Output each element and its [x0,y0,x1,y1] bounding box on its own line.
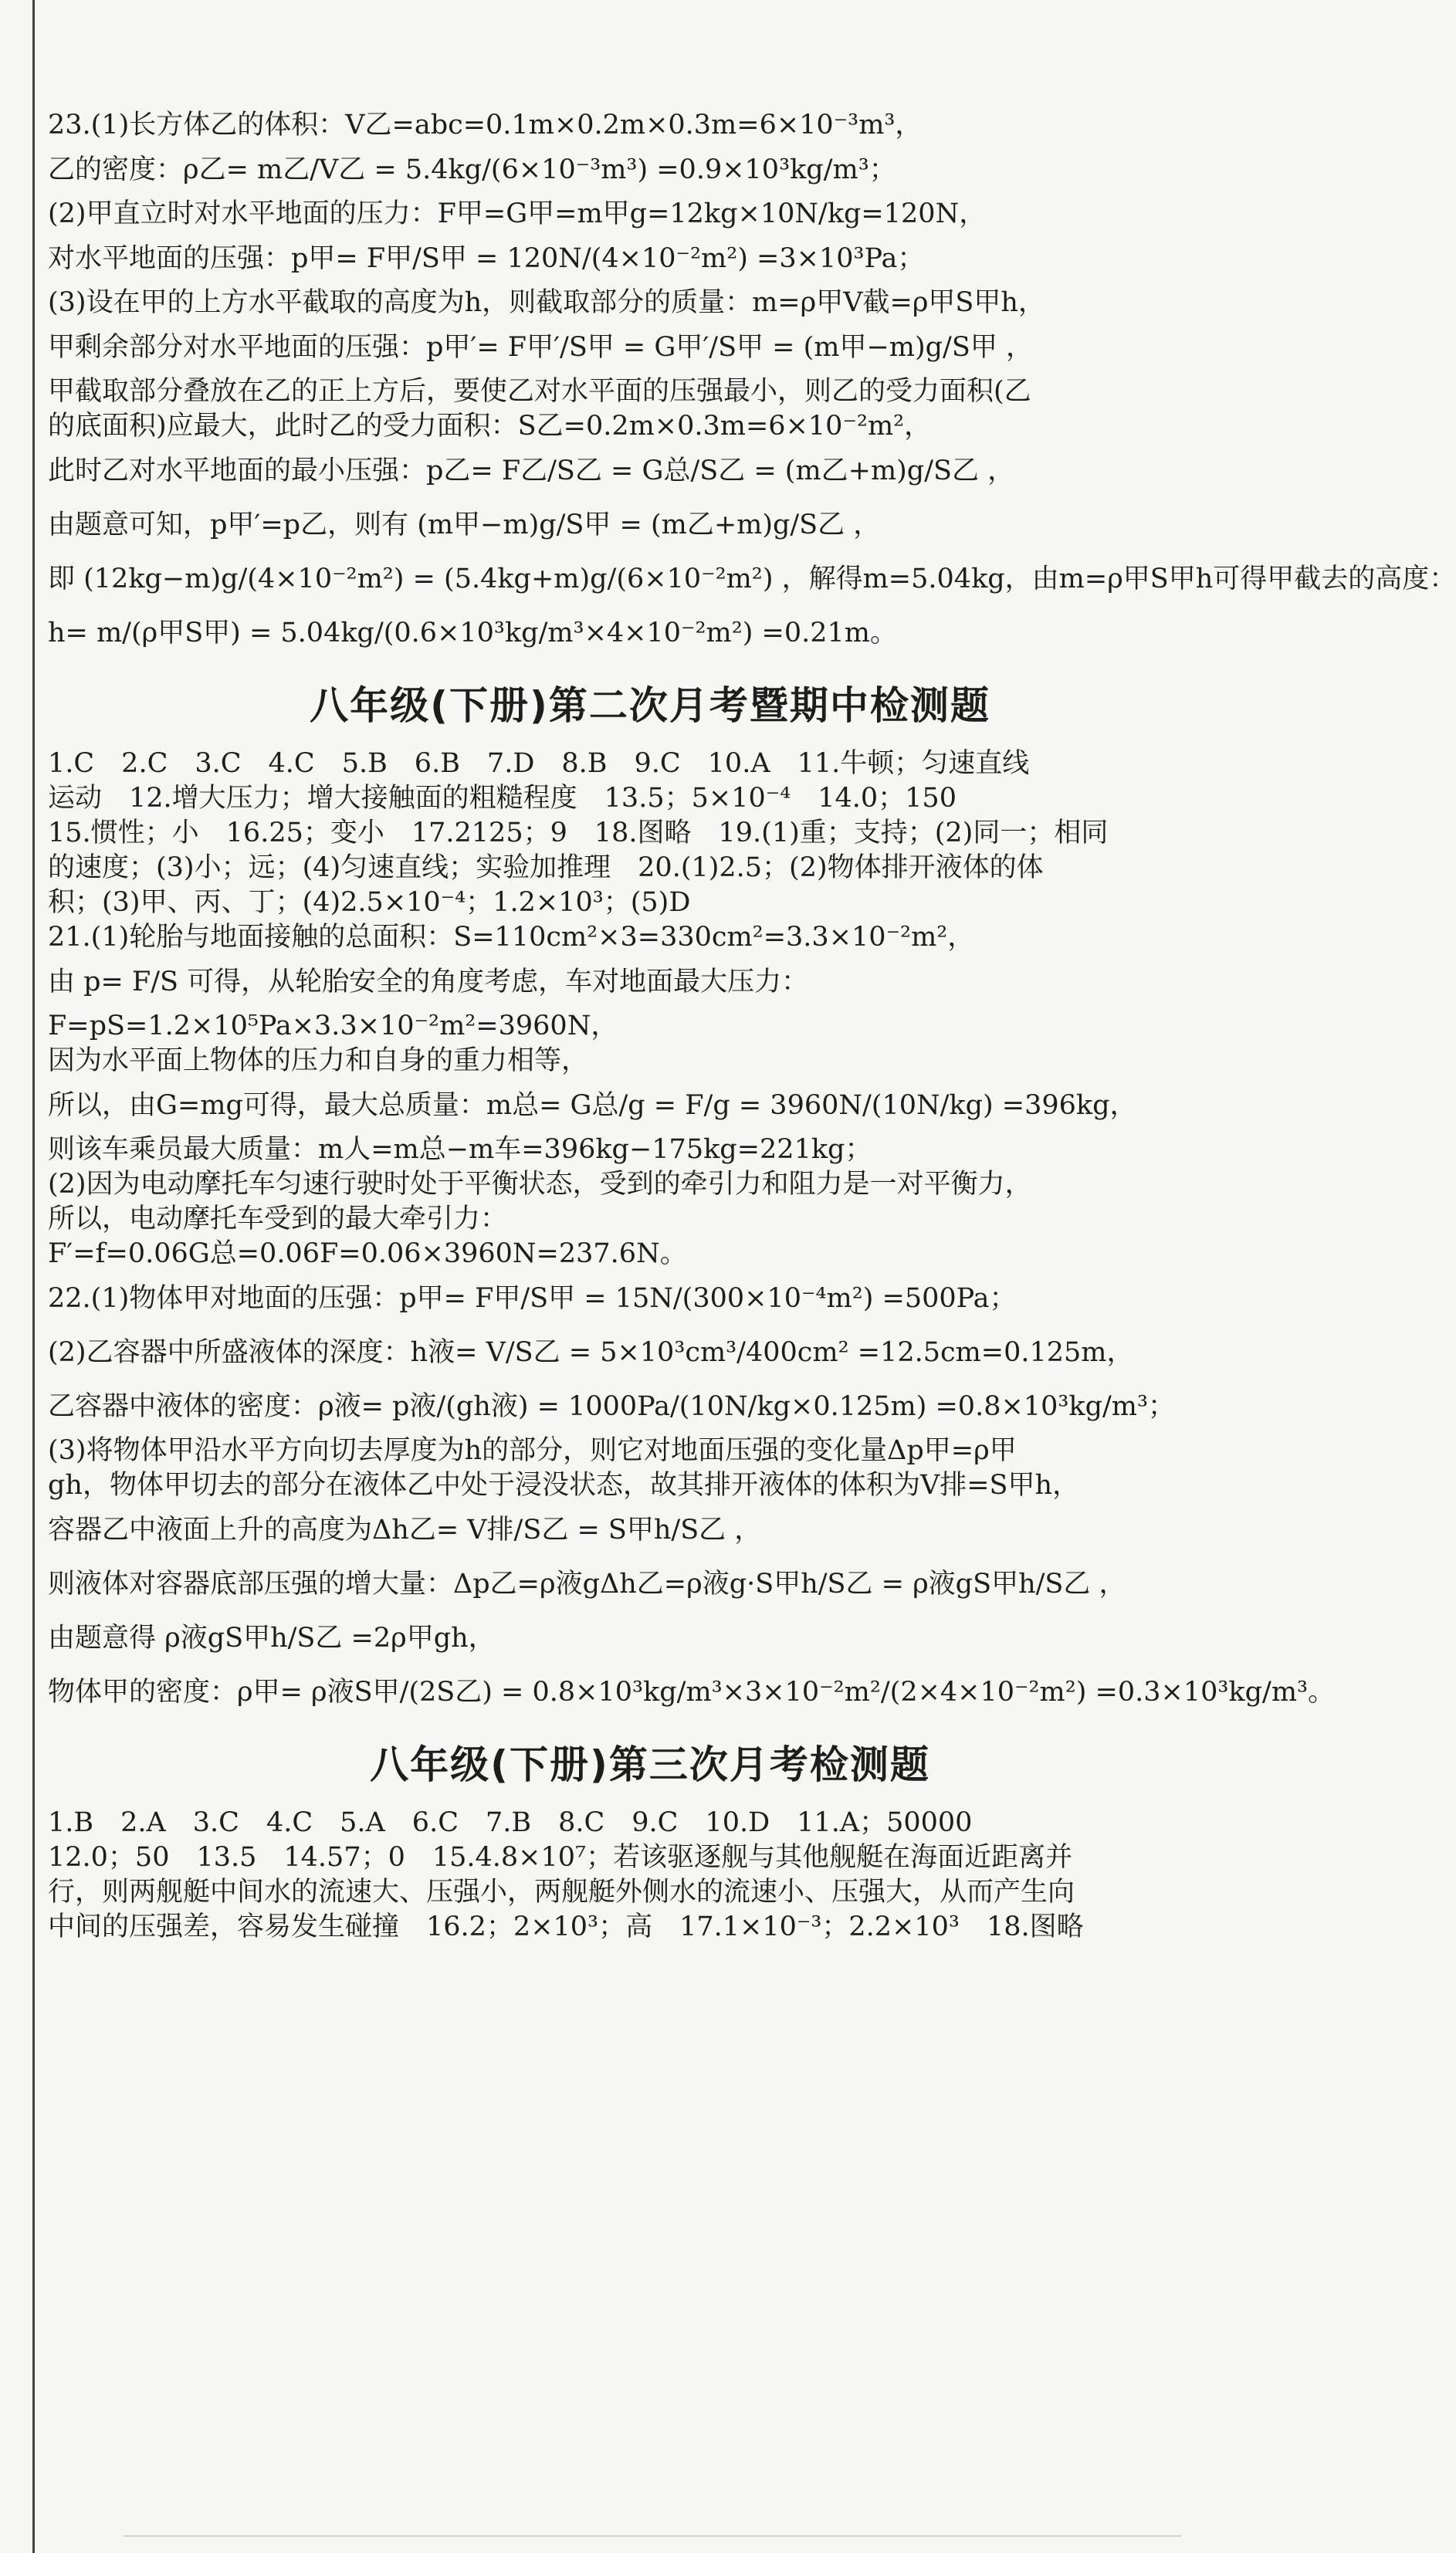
text-line: 容器乙中液面上升的高度为Δh乙= V排/S乙 = S甲h/S乙 ， [48,1515,762,1546]
text-line: gh，物体甲切去的部分在液体乙中处于浸没状态，故其排开液体的体积为V排=S甲h， [48,1470,1080,1501]
text-line: 中间的压强差，容易发生碰撞 16.2；2×10³；高 17.1×10⁻³；2.2×10³ 18.图略 [48,1911,1084,1942]
text-line: 则该车乘员最大质量：m人=m总−m车=396kg−175kg=221kg； [48,1134,872,1165]
text-line: 12.0；50 13.5 14.57；0 15.4.8×10⁷；若该驱逐舰与其他舰艇在海面近距离并 [48,1842,1073,1873]
text-line: (2)乙容器中所盛液体的深度：h液= V/S乙 = 5×10³cm³/400cm² =12.5cm=0.125m， [48,1337,1134,1368]
text-line: 乙的密度：ρ乙= m乙/V乙 = 5.4kg/(6×10⁻³m³) =0.9×10³kg/m³； [48,154,896,185]
text-line: 由题意得 ρ液gS甲h/S乙 =2ρ甲gh， [48,1623,496,1654]
text-line: (3)将物体甲沿水平方向切去厚度为h的部分，则它对地面压强的变化量Δp甲=ρ甲 [48,1435,1017,1466]
text-line: 此时乙对水平地面的最小压强：p乙= F乙/S乙 = G总/S乙 = (m乙+m)g/S乙 ， [48,455,1015,486]
section-heading-third-monthly: 八年级(下册)第三次月考检测题 [370,1742,930,1787]
text-line: 23.(1)长方体乙的体积：V乙=abc=0.1m×0.2m×0.3m=6×10⁻³m³， [48,110,923,141]
problem-23-solution [48,108,1456,660]
text-line: 因为水平面上物体的压力和自身的重力相等， [48,1045,589,1076]
text-line: 甲截取部分叠放在乙的正上方后，要使乙对水平面的压强最小，则乙的受力面积(乙 [48,376,1031,407]
text-line: (2)甲直立时对水平地面的压力：F甲=G甲=m甲g=12kg×10N/kg=120N， [48,198,987,229]
text-line: F=pS=1.2×10⁵Pa×3.3×10⁻²m²=3960N， [48,1011,618,1041]
text-line: 行，则两舰艇中间水的流速大、压强小，两舰艇外侧水的流速小、压强大，从而产生向 [48,1877,1075,1908]
text-line: 所以，电动摩托车受到的最大牵引力： [48,1204,508,1234]
text-line: 即 (12kg−m)g/(4×10⁻²m²) = (5.4kg+m)g/(6×10⁻²m²) ，解得m=5.04kg，由m=ρ甲S甲h可得甲截去的高度： [48,564,1456,594]
text-line: (3)设在甲的上方水平截取的高度为h，则截取部分的质量：m=ρ甲V截=ρ甲S甲h， [48,287,1045,318]
text-line: 由题意可知，p甲′=p乙，则有 (m甲−m)g/S甲 = (m乙+m)g/S乙 ， [48,510,881,540]
text-line: 积；(3)甲、丙、丁；(4)2.5×10⁻⁴；1.2×10³；(5)D [48,887,691,918]
text-line: 的底面积)应最大，此时乙的受力面积：S乙=0.2m×0.3m=6×10⁻²m²， [48,411,932,442]
text-line: 1.C 2.C 3.C 4.C 5.B 6.B 7.D 8.B 9.C 10.A 11.牛顿；匀速直线 [48,748,1030,779]
binding-margin-line [32,0,35,2553]
text-line: 由 p= F/S 可得，从轮胎安全的角度考虑，车对地面最大压力： [48,967,809,997]
answer-column [48,108,1456,1945]
text-line: F′=f=0.06G总=0.06F=0.06×3960N=237.6N。 [48,1238,687,1269]
section-heading-midterm: 八年级(下册)第二次月考暨期中检测题 [310,683,990,728]
text-line: 22.(1)物体甲对地面的压强：p甲= F甲/S甲 = 15N/(300×10⁻⁴m²) =500Pa； [48,1283,1017,1314]
text-line: 乙容器中液体的密度：ρ液= p液/(gh液) = 1000Pa/(10N/kg×0.125m) =0.8×10³kg/m³； [48,1391,1175,1422]
text-line: 的速度；(3)小；远；(4)匀速直线；实验加推理 20.(1)2.5；(2)物体排开液体的体 [48,852,1044,883]
text-line: 对水平地面的压强：p甲= F甲/S甲 = 120N/(4×10⁻²m²) =3×10³Pa； [48,243,925,274]
bottom-divider [124,2535,1181,2537]
midterm-answers [48,747,1336,1719]
text-line: h= m/(ρ甲S甲) = 5.04kg/(0.6×10³kg/m³×4×10⁻²m²) =0.21m。 [48,618,897,648]
text-line: 物体甲的密度：ρ甲= ρ液S甲/(2S乙) = 0.8×10³kg/m³×3×10⁻²m²/(2×4×10⁻²m²) =0.3×10³kg/m³。 [48,1677,1336,1708]
third-monthly-answers [48,1806,1252,1945]
text-line: 15.惯性；小 16.25；变小 17.2125；9 18.图略 19.(1)重；支持；(2)同一；相同 [48,818,1109,848]
text-line: 21.(1)轮胎与地面接触的总面积：S=110cm²×3=330cm²=3.3×10⁻²m²， [48,922,975,953]
text-line: (2)因为电动摩托车匀速行驶时处于平衡状态，受到的牵引力和阻力是一对平衡力， [48,1169,1032,1200]
text-line: 甲剩余部分对水平地面的压强：p甲′= F甲′/S甲 = G甲′/S甲 = (m甲−m)g/S甲 ， [48,332,1033,363]
text-line: 所以，由G=mg可得，最大总质量：m总= G总/g = F/g = 3960N/(10N/kg) =396kg， [48,1090,1137,1121]
text-line: 运动 12.增大压力；增大接触面的粗糙程度 13.5；5×10⁻⁴ 14.0；150 [48,783,957,814]
text-line: 1.B 2.A 3.C 4.C 5.A 6.C 7.B 8.C 9.C 10.D 11.A；50000 [48,1807,973,1838]
text-line: 则液体对容器底部压强的增大量：Δp乙=ρ液gΔh乙=ρ液g·S甲h/S乙 = ρ液gS甲h/S乙 ， [48,1569,1126,1600]
